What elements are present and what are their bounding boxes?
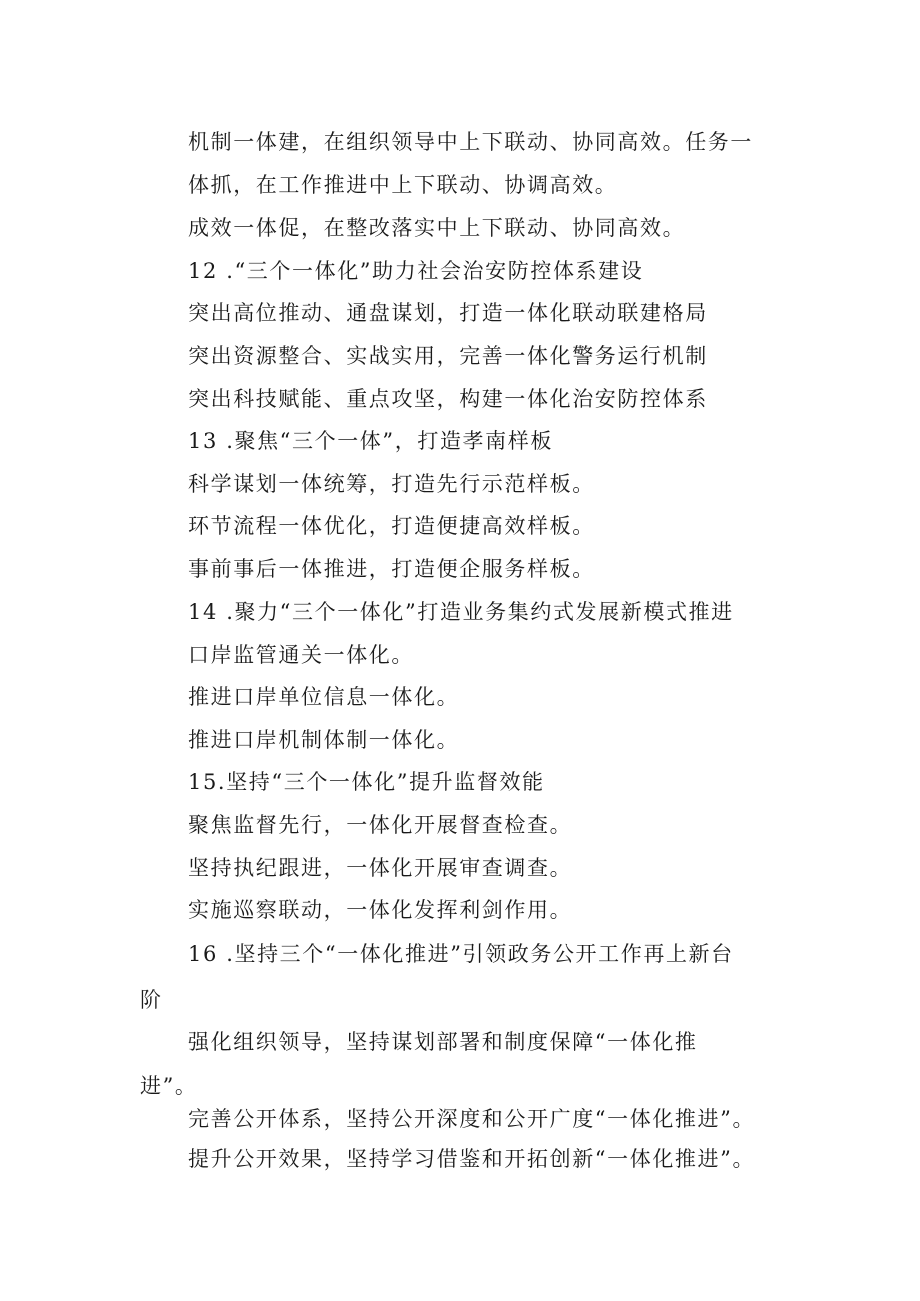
paragraph-line: 坚持执纪跟进，一体化开展审查调查。 bbox=[188, 856, 573, 880]
paragraph-line: 机制一体建，在组织领导中上下联动、协同高效。任务一 bbox=[188, 130, 753, 154]
paragraph-line-continuation: 进”。 bbox=[140, 1074, 198, 1098]
paragraph-line: 实施巡察联动，一体化发挥利剑作用。 bbox=[188, 898, 573, 922]
paragraph-line: 推进口岸单位信息一体化。 bbox=[188, 685, 460, 709]
section-heading: 12 .“三个一体化”助力社会治安防控体系建设 bbox=[188, 259, 644, 283]
paragraph-line: 突出科技赋能、重点攻坚，构建一体化治安防控体系 bbox=[188, 387, 708, 411]
paragraph-line: 体抓，在工作推进中上下联动、协调高效。 bbox=[188, 173, 618, 197]
section-heading: 16 .坚持三个“一体化推进”引领政务公开工作再上新台 bbox=[188, 942, 734, 966]
paragraph-line: 突出高位推动、通盘谋划，打造一体化联动联建格局 bbox=[188, 301, 708, 325]
paragraph-line: 事前事后一体推进，打造便企服务样板。 bbox=[188, 557, 595, 581]
paragraph-line: 聚焦监督先行，一体化开展督查检查。 bbox=[188, 813, 573, 837]
paragraph-line: 强化组织领导，坚持谋划部署和制度保障“一体化推 bbox=[188, 1030, 698, 1054]
paragraph-line: 科学谋划一体统筹，打造先行示范样板。 bbox=[188, 472, 595, 496]
paragraph-line: 完善公开体系，坚持公开深度和公开广度“一体化推进”。 bbox=[188, 1107, 756, 1131]
section-heading: 14 .聚力“三个一体化”打造业务集约式发展新模式推进 bbox=[188, 600, 734, 624]
section-heading-continuation: 阶 bbox=[140, 988, 163, 1012]
paragraph-line: 推进口岸机制体制一体化。 bbox=[188, 728, 460, 752]
section-heading: 13 .聚焦“三个一体”，打造孝南样板 bbox=[188, 429, 553, 453]
paragraph-line: 突出资源整合、实战实用，完善一体化警务运行机制 bbox=[188, 344, 708, 368]
section-heading: 15.坚持“三个一体化”提升监督效能 bbox=[188, 770, 545, 794]
paragraph-line: 口岸监管通关一体化。 bbox=[188, 643, 414, 667]
paragraph-line: 提升公开效果，坚持学习借鉴和开拓创新“一体化推进”。 bbox=[188, 1147, 756, 1171]
paragraph-line: 环节流程一体优化，打造便捷高效样板。 bbox=[188, 514, 595, 538]
paragraph-line: 成效一体促，在整改落实中上下联动、协同高效。 bbox=[188, 216, 686, 240]
